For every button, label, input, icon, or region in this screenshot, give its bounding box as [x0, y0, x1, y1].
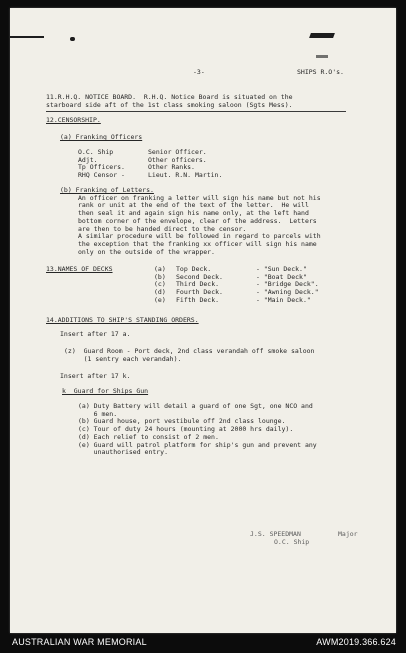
guard-ship-gun-heading: k Guard for Ships Gun	[62, 387, 149, 395]
section-11-line-1: 11.R.H.Q. NOTICE BOARD. R.H.Q. Notice Board is situated on the	[46, 93, 293, 101]
signature-title: O.C. Ship	[274, 538, 310, 546]
deck-letter: (a)	[154, 265, 166, 273]
franking-left: Tp Officers.	[78, 163, 125, 172]
deck-letter: (c)	[154, 280, 166, 289]
list-item: (a) Duty Battery will detail a guard of one Sgt, one NCO and	[78, 402, 313, 410]
franking-letters-heading: (b) Franking of Letters.	[60, 186, 154, 194]
section-14-heading: 14.ADDITIONS TO SHIP'S STANDING ORDERS.	[46, 316, 199, 324]
list-item: (c) Tour of duty 24 hours (mounting at 2000 hrs daily).	[78, 425, 294, 434]
document-ref: SHIPS R.O's.	[297, 68, 344, 76]
ink-mark-left	[10, 36, 44, 38]
signature-name: J.S. SPEEDMAN	[250, 530, 301, 538]
deck-name: - "Boat Deck"	[256, 272, 307, 281]
document-page	[10, 8, 396, 633]
list-item: (e) Guard will patrol platform for ship's gun and prevent any	[78, 440, 317, 449]
franking-right: Other officers.	[148, 155, 207, 164]
ink-mark-right-small	[316, 55, 328, 58]
body-line: An officer on franking a letter will sign his name but not his	[78, 193, 321, 202]
list-item: 6 men.	[78, 409, 118, 418]
deck-number: Third Deck.	[176, 280, 220, 289]
franking-right: Senior Officer.	[148, 148, 207, 156]
body-line: rank or unit at the end of the text of the letter. He will	[78, 201, 309, 210]
deck-number: Fifth Deck.	[176, 295, 220, 304]
body-line: are then to be handed direct to the censor.	[78, 224, 247, 233]
section-12-heading: 12.CENSORSHIP.	[46, 116, 101, 124]
list-item: (d) Each relief to consist of 2 men.	[78, 432, 219, 441]
deck-name: - "Awning Deck."	[256, 288, 319, 297]
body-line: the exception that the franking xx officer will sign his name	[78, 239, 317, 248]
guard-room-line-1: (z) Guard Room - Port deck, 2nd class verandah off smoke saloon	[64, 347, 315, 355]
body-line: only on the outside of the wrapper.	[78, 247, 215, 256]
page-number: -3-	[193, 68, 205, 76]
franking-left: RHQ Censor -	[78, 171, 125, 180]
signature-rank: Major	[338, 530, 358, 538]
list-item: unauthorised entry.	[78, 448, 169, 457]
section-13-heading: 13.NAMES OF DECKS	[46, 265, 113, 273]
footer-institution: AUSTRALIAN WAR MEMORIAL	[12, 637, 147, 647]
deck-number: Second Deck.	[176, 272, 223, 281]
ink-mark-right	[309, 33, 335, 38]
franking-officers-heading: (a) Franking Officers	[60, 133, 143, 141]
ink-mark-small	[70, 37, 75, 41]
deck-name: - "Bridge Deck".	[256, 280, 319, 289]
deck-number: Top Deck.	[176, 265, 212, 273]
deck-number: Fourth Deck.	[176, 288, 223, 297]
deck-name: - "Main Deck."	[256, 295, 311, 304]
franking-left: Adjt.	[78, 155, 98, 164]
section-11-underline	[46, 111, 346, 112]
guard-room-line-2: (1 sentry each verandah).	[64, 354, 182, 363]
footer-accession-number: AWM2019.366.624	[316, 637, 396, 647]
deck-name: - "Sun Deck."	[256, 265, 307, 273]
insert-instruction-1: Insert after 17 a.	[60, 330, 131, 338]
body-line: bottom corner of the envelope, clear of the address. Letters	[78, 216, 317, 225]
list-item: (b) Guard house, port vestibule off 2nd class lounge.	[78, 417, 286, 426]
deck-letter: (e)	[154, 295, 166, 304]
franking-left: O.C. Ship	[78, 148, 114, 156]
section-11-line-2: starboard side aft of the 1st class smoking saloon (Sgts Mess).	[46, 100, 293, 109]
franking-right: Lieut. R.N. Martin.	[148, 171, 223, 180]
franking-right: Other Ranks.	[148, 163, 195, 172]
body-line: then seal it and again sign his name only, at the left hand	[78, 209, 309, 218]
body-line: A similar procedure will be followed in regard to parcels with	[78, 232, 321, 241]
deck-letter: (d)	[154, 288, 166, 297]
insert-instruction-2: Insert after 17 k.	[60, 372, 131, 380]
deck-letter: (b)	[154, 272, 166, 281]
